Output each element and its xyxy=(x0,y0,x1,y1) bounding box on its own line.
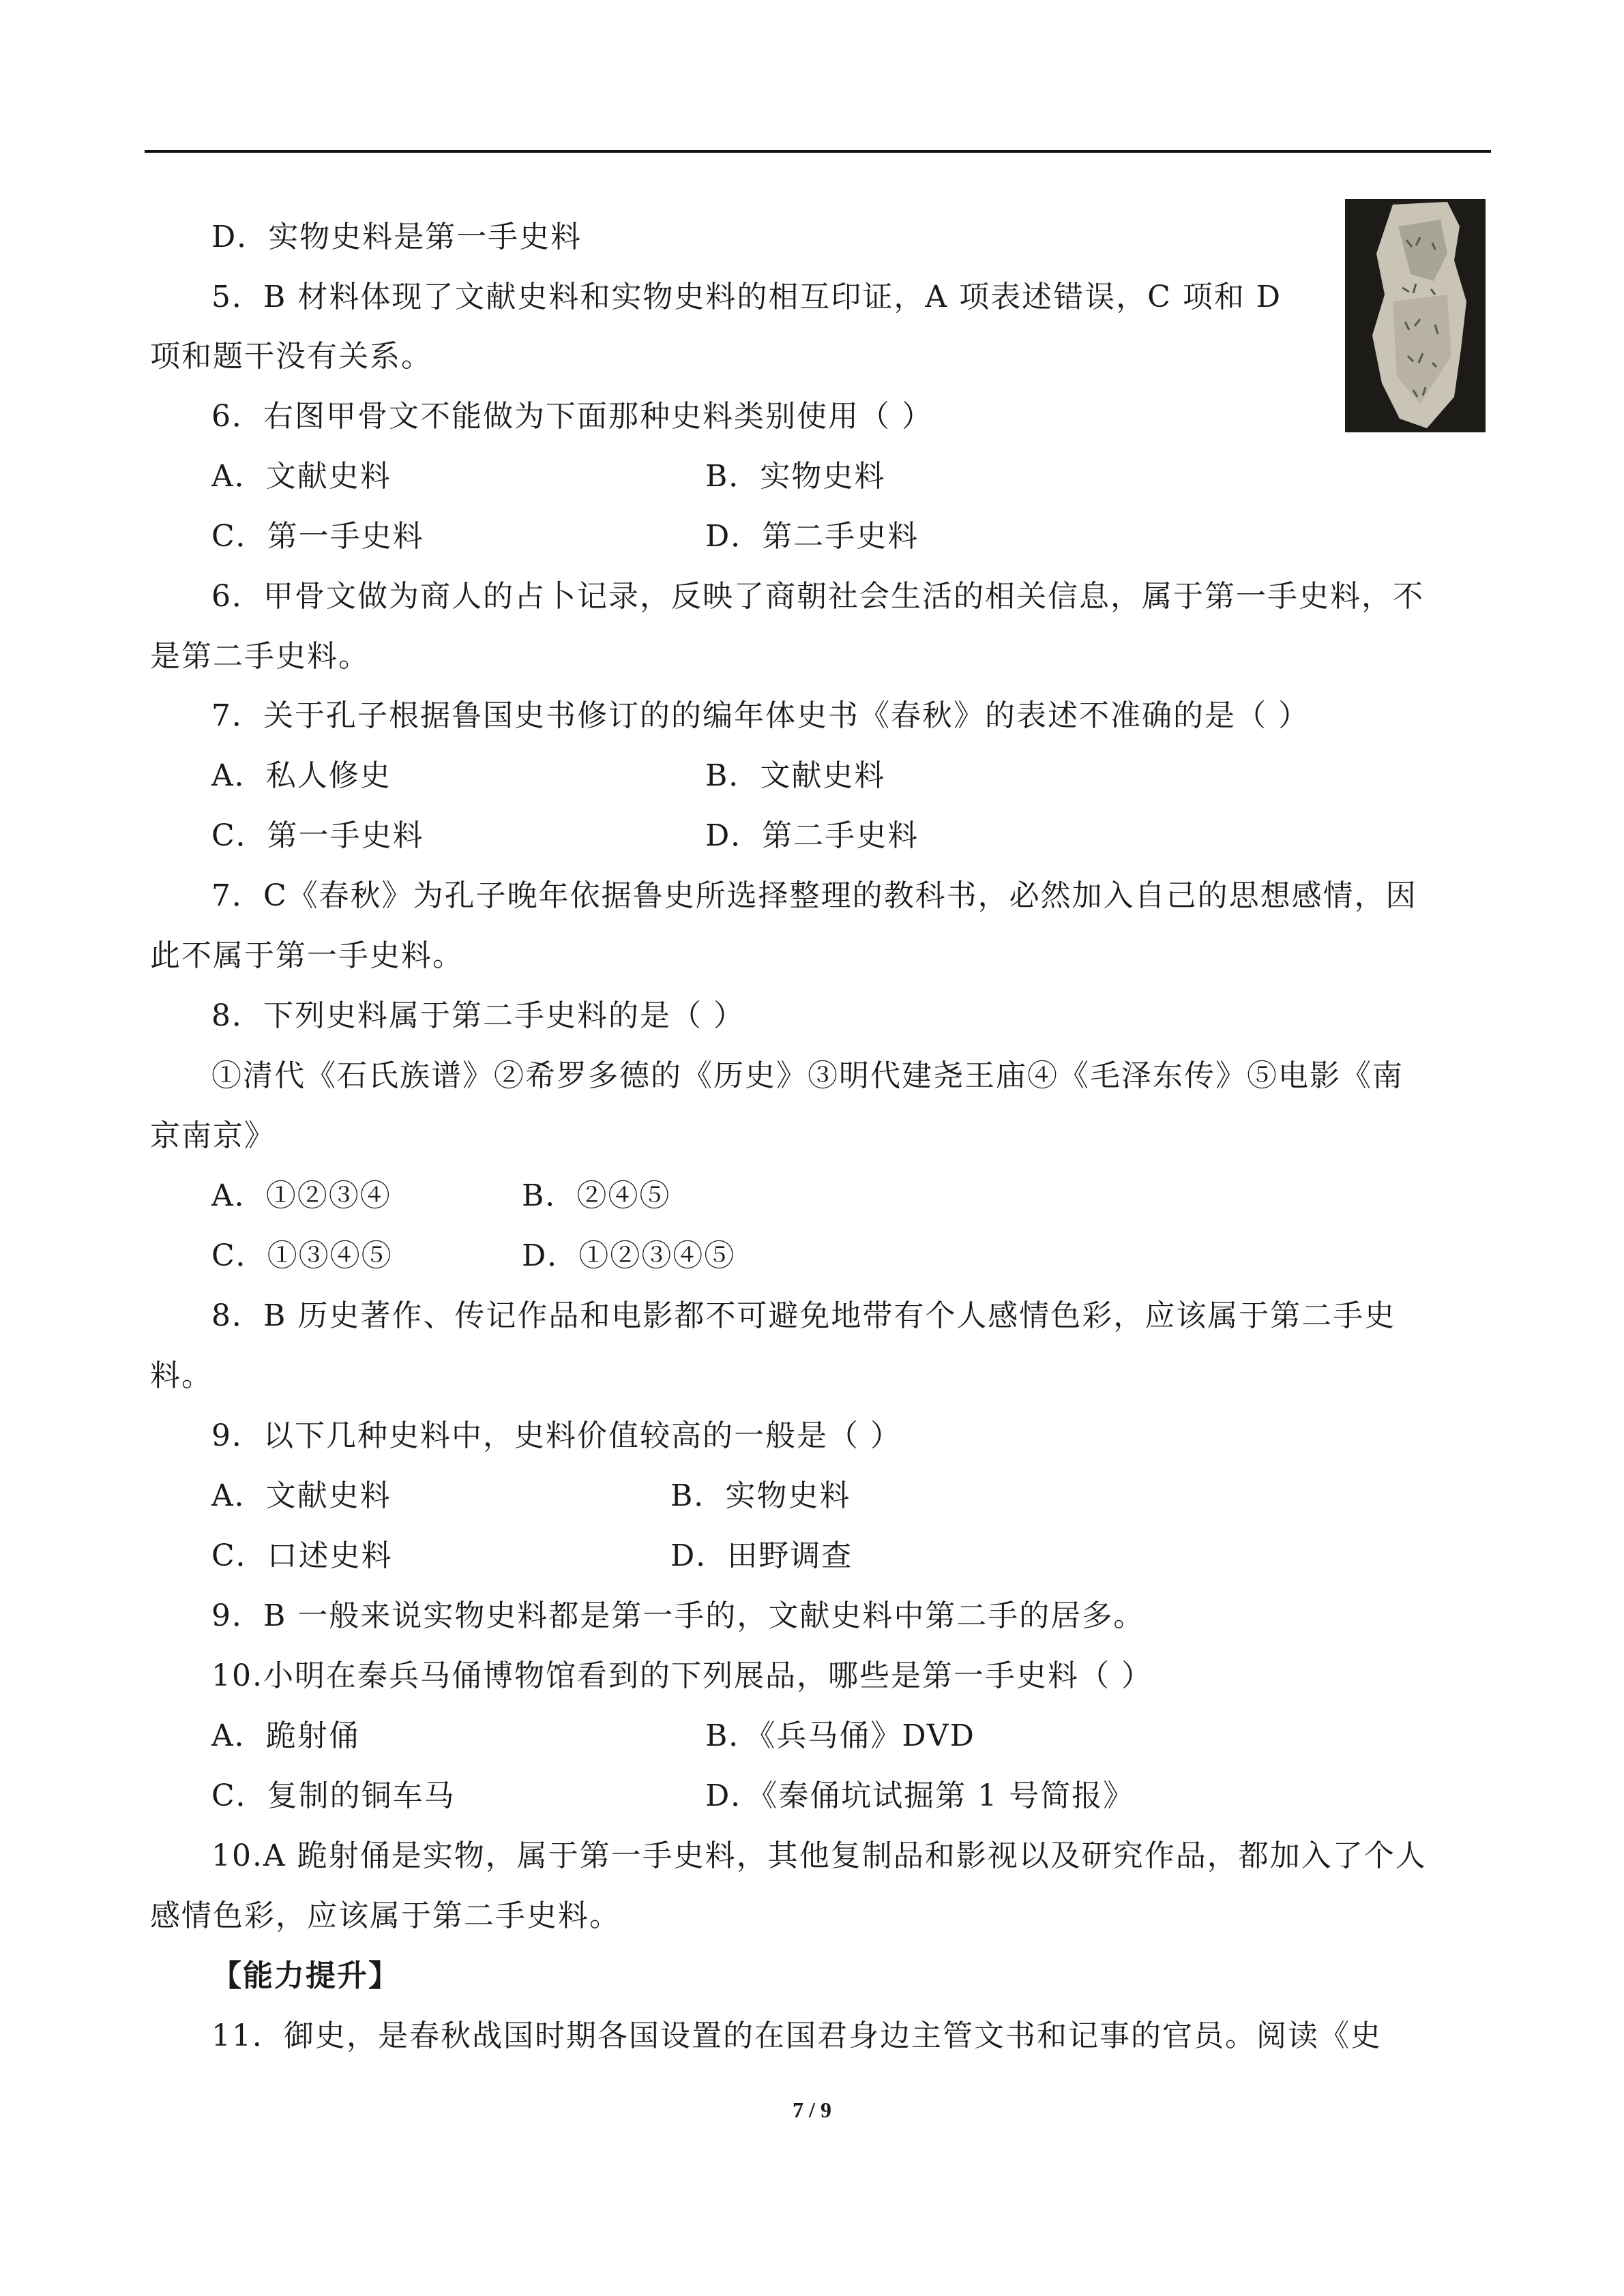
question-8: 8．下列史料属于第二手史料的是（ ） xyxy=(211,998,745,1033)
q8-option-b: B．②④⑤ xyxy=(522,1178,671,1213)
answer-6-cont: 是第二手史料。 xyxy=(150,639,370,674)
header-rule xyxy=(145,150,1491,153)
q8-option-c: C．①③④⑤ xyxy=(211,1238,393,1273)
q6-option-d: D．第二手史料 xyxy=(705,519,919,554)
option-d-line: D．实物史料是第一手史料 xyxy=(211,220,582,254)
answer-5-line: 5．B 材料体现了文献史料和实物史料的相互印证，A 项表述错误，C 项和 D xyxy=(211,280,1282,314)
q8-items: ①清代《石氏族谱》②希罗多德的《历史》③明代建尧王庙④《毛泽东传》⑤电影《南 xyxy=(211,1058,1404,1093)
question-10: 10.小明在秦兵马俑博物馆看到的下列展品，哪些是第一手史料（ ） xyxy=(211,1658,1153,1693)
question-7: 7．关于孔子根据鲁国史书修订的的编年体史书《春秋》的表述不准确的是（ ） xyxy=(211,698,1310,733)
answer-8-cont: 料。 xyxy=(150,1358,213,1393)
q7-option-d: D．第二手史料 xyxy=(705,818,919,853)
q10-option-b: B．《兵马俑》DVD xyxy=(705,1718,975,1753)
answer-6-line: 6．甲骨文做为商人的占卜记录，反映了商朝社会生活的相关信息，属于第一手史料，不 xyxy=(211,579,1424,614)
answer-5-cont: 项和题干没有关系。 xyxy=(150,339,432,374)
answer-10-cont: 感情色彩，应该属于第二手史料。 xyxy=(150,1898,621,1933)
q10-option-d: D．《秦俑坑试掘第 1 号简报》 xyxy=(705,1778,1135,1813)
answer-7-line: 7．C《春秋》为孔子晚年依据鲁史所选择整理的教科书，必然加入自己的思想感情，因 xyxy=(211,878,1417,913)
answer-7-cont: 此不属于第一手史料。 xyxy=(150,938,464,973)
page-number: 7 / 9 xyxy=(793,2098,831,2122)
q9-option-d: D．田野调查 xyxy=(670,1538,853,1573)
oracle-bone-icon xyxy=(1345,199,1486,432)
q9-option-c: C．口述史料 xyxy=(211,1538,393,1573)
q7-option-b: B．文献史料 xyxy=(705,758,886,793)
answer-9-line: 9．B 一般来说实物史料都是第一手的，文献史料中第二手的居多。 xyxy=(211,1598,1145,1633)
answer-10-line: 10.A 跪射俑是实物，属于第一手史料，其他复制品和影视以及研究作品，都加入了个人 xyxy=(211,1838,1427,1873)
q8-items-cont: 京南京》 xyxy=(150,1118,276,1153)
q9-option-a: A．文献史料 xyxy=(211,1478,392,1513)
q9-option-b: B．实物史料 xyxy=(670,1478,851,1513)
q8-option-a: A．①②③④ xyxy=(211,1178,392,1213)
q7-option-a: A．私人修史 xyxy=(211,758,392,793)
q10-option-c: C．复制的铜车马 xyxy=(211,1778,456,1813)
q7-option-c: C．第一手史料 xyxy=(211,818,424,853)
question-6: 6．右图甲骨文不能做为下面那种史料类别使用（ ） xyxy=(211,399,933,434)
q6-option-a: A．文献史料 xyxy=(211,459,392,494)
question-11: 11．御史，是春秋战国时期各国设置的在国君身边主管文书和记事的官员。阅读《史 xyxy=(211,2018,1382,2053)
oracle-bone-image xyxy=(1345,199,1486,432)
question-9: 9．以下几种史料中，史料价值较高的一般是（ ） xyxy=(211,1418,902,1453)
section-heading: 【能力提升】 xyxy=(211,1958,400,1993)
q6-option-b: B．实物史料 xyxy=(705,459,886,494)
q8-option-d: D．①②③④⑤ xyxy=(522,1238,736,1273)
q6-option-c: C．第一手史料 xyxy=(211,519,424,554)
q10-option-a: A．跪射俑 xyxy=(211,1718,360,1753)
answer-8-line: 8．B 历史著作、传记作品和电影都不可避免地带有个人感情色彩，应该属于第二手史 xyxy=(211,1298,1396,1333)
